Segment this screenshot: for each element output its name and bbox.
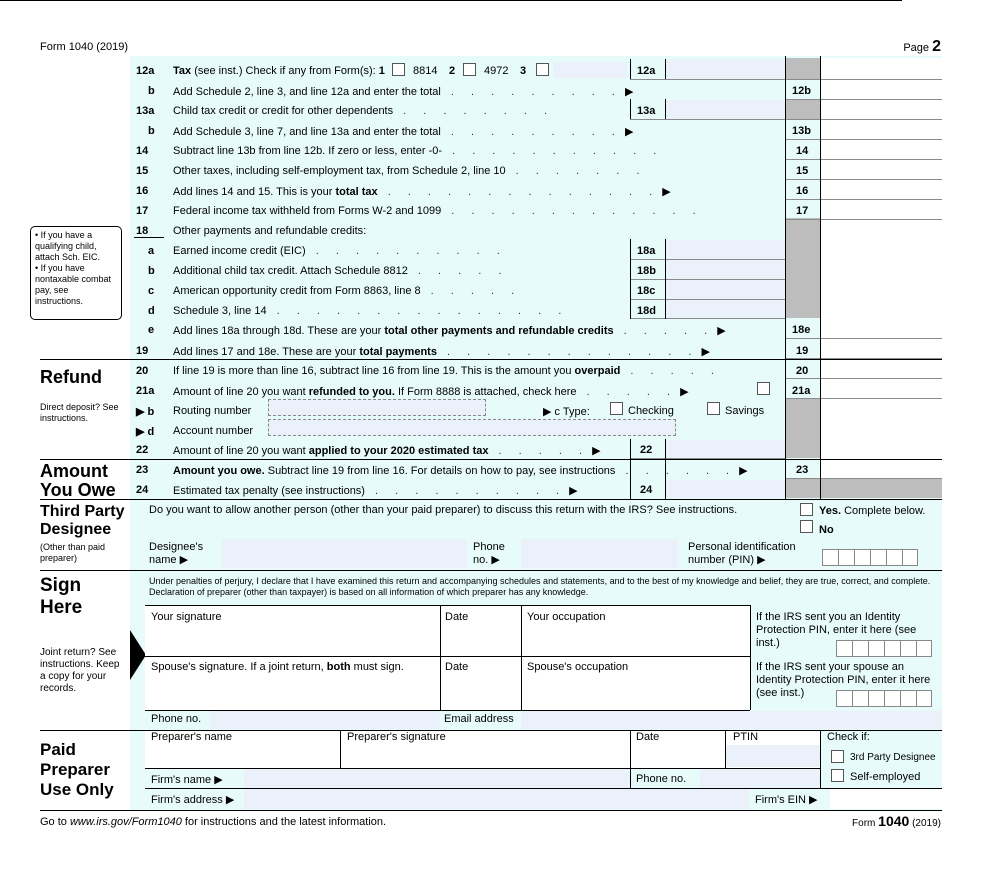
line-num: e <box>148 324 155 336</box>
box-label: 18d <box>637 305 656 317</box>
row-rule <box>785 139 942 140</box>
line-19-desc: Add lines 17 and 18e. These are your total payments . . . . . . . . . . . . . ▶ <box>173 346 710 358</box>
form-3-label: 3 <box>520 65 527 77</box>
shaded-col-5 <box>785 478 942 498</box>
line-21a-desc: Amount of line 20 you want refunded to you. If Form 8888 is attached, check here . . . . . ▶ <box>173 386 689 398</box>
line-num: d <box>148 305 155 317</box>
line-14-desc: Subtract line 13b from line 12b. If zero or less, enter -0- . . . . . . . . . . . <box>173 145 664 157</box>
sign-arrow-icon <box>130 630 146 680</box>
line-num: 12a <box>136 65 155 77</box>
field-13a[interactable] <box>665 100 785 119</box>
box-label: 13a <box>637 105 656 117</box>
form-8888-checkbox[interactable] <box>757 382 770 395</box>
line-num: 20 <box>136 365 149 377</box>
section-rule <box>40 570 942 571</box>
line-18e-desc: Add lines 18a through 18d. These are your total other payments and refundable credits . . . . . ▶ <box>173 325 726 337</box>
line-18-desc: Other payments and refundable credits: <box>173 225 367 237</box>
form-3-checkbox[interactable] <box>536 63 549 76</box>
third-party-designee-label: 3rd Party Designee <box>850 752 936 763</box>
row-rule <box>785 398 942 399</box>
box-label: 18a <box>637 245 656 257</box>
shaded-col-1 <box>785 58 820 80</box>
email-label: Email address <box>444 713 514 725</box>
sign-col <box>440 605 441 710</box>
box-label: 19 <box>796 345 809 357</box>
footer-form-label: Form 1040 (2019) <box>852 813 941 829</box>
form-4972-label: 4972 <box>484 65 509 77</box>
col-rule <box>665 59 666 79</box>
spouse-signature-label: Spouse's signature. If a joint return, both must sign. <box>151 661 404 673</box>
box-label: 20 <box>796 365 809 377</box>
email-input[interactable] <box>521 711 942 729</box>
perjury-declaration: Under penalties of perjury, I declare that I have examined this return and accompanying schedules and statements, and to the best of my knowledge and belief, they are true, correct, and complete. Declaration of preparer (other than taxpayer) is based on all information of which preparer has any knowledge. <box>149 576 931 597</box>
line-23-desc: Amount you owe. Subtract line 19 from line 16. For details on how to pay, see instructions . . . . . . ▶ <box>173 465 748 477</box>
field-24[interactable] <box>665 480 785 498</box>
field-12a[interactable] <box>665 59 785 79</box>
designee-pin-input[interactable] <box>822 549 918 566</box>
line-num: 13a <box>136 105 155 117</box>
row-rule <box>630 318 785 319</box>
row-rule <box>785 478 942 479</box>
row-rule <box>785 159 942 160</box>
row-rule <box>785 338 942 339</box>
line-18b-desc: Additional child tax credit. Attach Schedule 8812 . . . . . <box>173 265 509 277</box>
col-rule <box>665 239 666 319</box>
line-12a-desc <box>173 65 385 77</box>
line-num: 22 <box>136 444 149 456</box>
box-label: 18c <box>637 285 656 297</box>
designee-yes-checkbox[interactable] <box>800 503 813 516</box>
line-num: 17 <box>136 205 149 217</box>
firm-phone-label: Phone no. <box>636 773 687 785</box>
designee-pin-label: Personal identification number (PIN) ▶ <box>688 541 796 566</box>
line-num: 21a <box>136 385 155 397</box>
row-rule <box>785 199 942 200</box>
line-18a-desc: Earned income credit (EIC) . . . . . . . . . . <box>173 245 507 257</box>
line-num: 24 <box>136 484 149 496</box>
line-22-desc: Amount of line 20 you want applied to your 2020 estimated tax . . . . . ▶ <box>173 445 601 457</box>
check-if-label: Check if: <box>827 731 870 743</box>
checking-checkbox[interactable] <box>610 402 623 415</box>
line-num: 16 <box>136 185 149 197</box>
designee-name-label: Designee's name ▶ <box>149 541 204 566</box>
preparer-col <box>820 730 821 788</box>
firm-name-input[interactable] <box>244 769 630 788</box>
line-num: 15 <box>136 165 149 177</box>
line-24-desc: Estimated tax penalty (see instructions) . . . . . . . . . . ▶ <box>173 485 578 497</box>
preparer-col <box>340 730 341 768</box>
account-type-label: ▶ c Type: <box>543 406 590 418</box>
row-rule <box>785 378 942 379</box>
line-num: 18 <box>136 225 149 237</box>
firm-address-label: Firm's address ▶ <box>151 794 235 806</box>
routing-number-input[interactable] <box>268 399 486 416</box>
third-party-designee-checkbox[interactable] <box>831 750 844 763</box>
sign-col <box>521 605 522 710</box>
line-num: c <box>148 285 155 297</box>
line-num: 19 <box>136 345 149 357</box>
note-bullet-2: • If you have nontaxable combat pay, see instructions. <box>35 263 112 306</box>
preparer-col <box>630 730 631 788</box>
box-label: 15 <box>796 165 809 177</box>
spouse-occupation-label: Spouse's occupation <box>527 661 629 673</box>
paid-preparer-heading: Paid Preparer Use Only <box>40 740 114 799</box>
box-label: 22 <box>640 444 653 456</box>
checking-label: Checking <box>628 405 674 417</box>
line-18-underline <box>134 237 164 238</box>
line-12a-text: Tax (see inst.) Check if any from Form(s): 1 <box>173 65 385 77</box>
preparer-area <box>145 731 820 768</box>
firm-ein-label: Firm's EIN ▶ <box>755 794 818 806</box>
box-label: 24 <box>640 484 653 496</box>
designee-name-input[interactable] <box>222 539 467 568</box>
preparer-name-label: Preparer's name <box>151 731 232 743</box>
row-rule <box>785 99 942 100</box>
irs-link[interactable]: www.irs.gov/Form1040 <box>69 816 182 828</box>
box-label: 14 <box>796 145 809 157</box>
joint-return-note: Joint return? See instructions. Keep a copy for your records. <box>40 647 120 694</box>
line-num: 23 <box>136 464 149 476</box>
self-employed-checkbox[interactable] <box>831 769 844 782</box>
form-8814-label: 8814 <box>413 65 438 77</box>
section-rule <box>40 359 942 360</box>
spouse-pin-input[interactable] <box>836 690 932 707</box>
amount-owe-heading: Amount You Owe <box>40 461 116 500</box>
box-label: 18e <box>792 324 811 336</box>
field-22[interactable] <box>665 440 785 458</box>
col-rule <box>820 56 821 499</box>
sign-heading: Sign Here <box>40 575 83 618</box>
line-13a-desc: Child tax credit or credit for other dependents . . . . . . . . <box>173 105 555 117</box>
phone-input[interactable] <box>210 711 440 729</box>
form-8814-field[interactable] <box>553 62 627 78</box>
line-18c-desc: American opportunity credit from Form 8863, line 8 . . . . . <box>173 285 522 297</box>
sign-col <box>750 605 751 710</box>
your-signature-label: Your signature <box>151 611 222 623</box>
designee-phone-label: Phone no. ▶ <box>473 541 505 566</box>
row-rule <box>630 279 785 280</box>
ip-pin-input[interactable] <box>836 640 932 657</box>
row-rule <box>785 179 942 180</box>
firm-phone-input[interactable] <box>700 769 820 788</box>
designee-phone-input[interactable] <box>521 539 678 568</box>
designee-yes-label: Yes. Complete below. <box>819 505 926 517</box>
box-label: 16 <box>796 185 809 197</box>
line-13b-desc: Add Schedule 3, line 7, and line 13a and enter the total . . . . . . . . . ▶ <box>173 126 634 138</box>
ptin-input[interactable] <box>726 745 820 767</box>
firm-name-label: Firm's name ▶ <box>151 774 223 786</box>
date-label: Date <box>445 611 469 623</box>
row-rule <box>630 79 942 80</box>
designee-question: Do you want to allow another person (other than your paid preparer) to discuss this return with the IRS? See instructions. <box>149 504 738 516</box>
line-num: b <box>148 125 155 137</box>
line-num: a <box>148 245 155 257</box>
preparer-sig-label: Preparer's signature <box>347 731 446 743</box>
shaded-col-2 <box>785 99 820 119</box>
form-4972-checkbox[interactable] <box>463 63 476 76</box>
line-16-desc: Add lines 14 and 15. This is your total tax . . . . . . . . . . . . . . ▶ <box>173 186 671 198</box>
box-label: 17 <box>796 205 809 217</box>
self-employed-label: Self-employed <box>850 771 921 783</box>
shaded-col-3 <box>785 218 820 318</box>
routing-label: Routing number <box>173 405 252 417</box>
firm-address-input[interactable] <box>244 789 749 809</box>
section-rule <box>40 499 942 500</box>
section-rule <box>40 810 942 811</box>
phone-label: Phone no. <box>151 713 202 725</box>
account-label: Account number <box>173 425 254 437</box>
form-8814-checkbox[interactable] <box>392 63 405 76</box>
box-label: 12b <box>792 85 811 97</box>
line-num: ▶ d <box>136 426 155 438</box>
col-rule <box>630 59 631 79</box>
savings-label: Savings <box>725 405 765 417</box>
box-label: 18b <box>637 265 656 277</box>
footer-instructions: Go to www.irs.gov/Form1040 for instructions and the latest information. <box>40 816 387 828</box>
note-bullet-1: • If you have a qualifying child, attach Sch. EIC. <box>35 230 101 262</box>
col-rule <box>630 239 631 319</box>
page-label: Page 2 <box>903 38 941 55</box>
row-rule <box>630 259 785 260</box>
section-rule <box>40 459 942 460</box>
designee-no-label: No <box>819 524 834 536</box>
field-18b[interactable] <box>665 260 785 279</box>
shaded-col-4 <box>785 398 820 458</box>
sign-rule <box>145 656 750 657</box>
designee-no-checkbox[interactable] <box>800 520 813 533</box>
ip-pin-label: If the IRS sent you an Identity Protection PIN, enter it here (see inst.) <box>756 611 917 649</box>
eic-note <box>30 226 122 320</box>
line-18d-desc: Schedule 3, line 14 . . . . . . . . . . . . . . . <box>173 305 569 317</box>
box-label: 12a <box>637 65 656 77</box>
line-num: ▶ b <box>136 406 155 418</box>
your-occupation-label: Your occupation <box>527 611 606 623</box>
field-18a[interactable] <box>665 240 785 259</box>
direct-deposit-note: Direct deposit? See instructions. <box>40 402 119 423</box>
field-18d[interactable] <box>665 300 785 318</box>
line-num: b <box>148 85 155 97</box>
box-label: 13b <box>792 125 811 137</box>
account-number-input[interactable] <box>268 419 676 436</box>
line-num: b <box>148 265 155 277</box>
spouse-pin-label: If the IRS sent your spouse an Identity Protection PIN, enter it here (see inst.) <box>756 661 931 699</box>
line-15-desc: Other taxes, including self-employment tax, from Schedule 2, line 10 . . . . . . . <box>173 165 647 177</box>
box-label: 21a <box>792 385 811 397</box>
row-rule <box>630 299 785 300</box>
col-rule <box>665 99 666 119</box>
field-18c[interactable] <box>665 280 785 299</box>
third-party-heading: Third Party Designee <box>40 503 125 538</box>
row-rule <box>630 119 942 120</box>
sign-rule <box>145 605 750 606</box>
box-label: 23 <box>796 464 809 476</box>
firm-ein-input[interactable] <box>830 789 942 809</box>
third-party-sub: (Other than paid preparer) <box>40 542 106 563</box>
line-num: 14 <box>136 145 149 157</box>
line-20-desc: If line 19 is more than line 16, subtract line 16 from line 19. This is the amount you overpaid . . . . . <box>173 365 721 377</box>
left-tint <box>40 56 130 811</box>
line-17-desc: Federal income tax withheld from Forms W-2 and 1099 . . . . . . . . . . . . . <box>173 205 703 217</box>
row-rule <box>785 219 942 220</box>
line-12b-desc: Add Schedule 2, line 3, and line 12a and enter the total . . . . . . . . . ▶ <box>173 86 634 98</box>
ptin-label: PTIN <box>733 731 759 743</box>
preparer-date-label: Date <box>636 731 660 743</box>
amount-23[interactable] <box>820 460 942 478</box>
refund-heading: Refund <box>40 367 102 387</box>
form-label: Form 1040 (2019) <box>40 41 129 53</box>
col-rule <box>630 99 631 119</box>
col-rule <box>785 56 786 499</box>
top-rule <box>0 0 902 1</box>
form-2-label: 2 <box>449 65 456 77</box>
savings-checkbox[interactable] <box>707 402 720 415</box>
spouse-date-label: Date <box>445 661 469 673</box>
